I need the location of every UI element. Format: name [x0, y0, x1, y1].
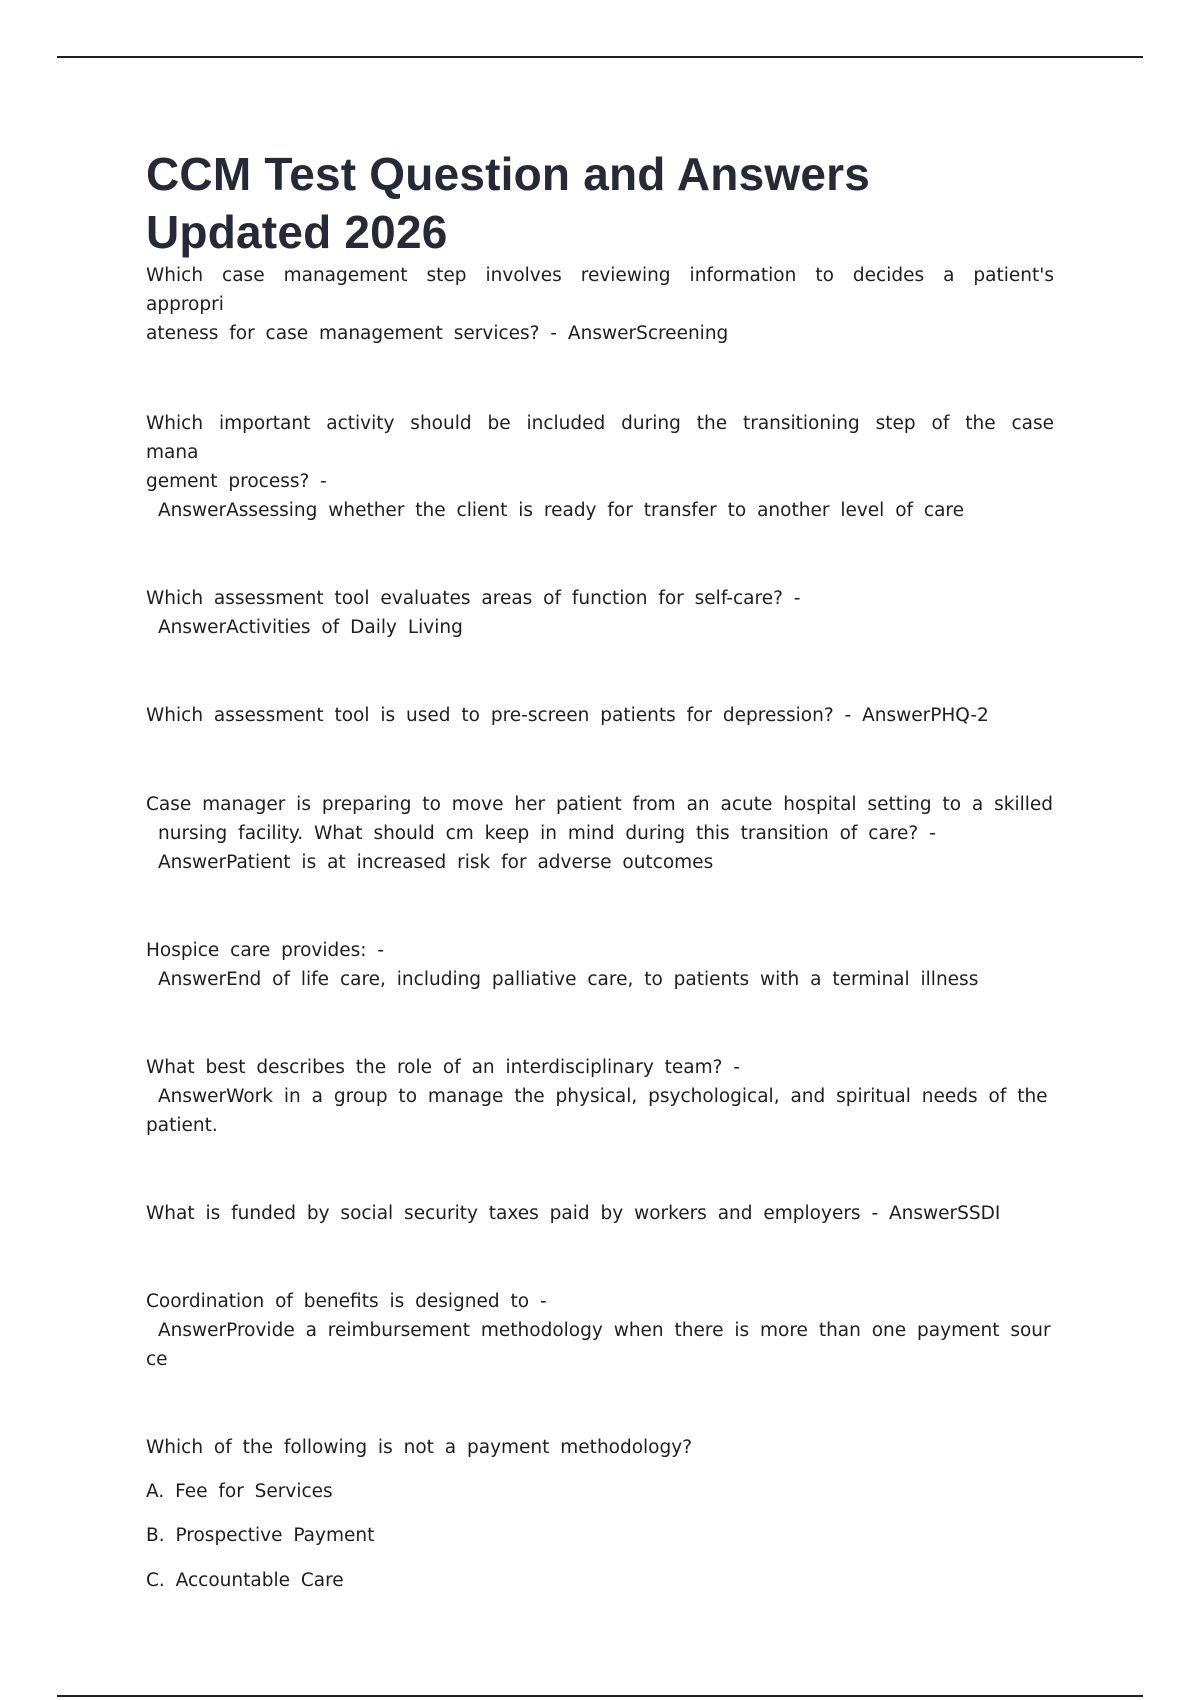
qa-item-10 [146, 1433, 1054, 1595]
qa-item-1 [146, 261, 1054, 348]
qa-item-5 [146, 790, 1054, 877]
answer-text: AnswerEnd of life care, including palliative care, to patients with a terminal illness [158, 969, 979, 990]
qa-item-3 [146, 584, 1054, 642]
answer-text: AnswerPatient is at increased risk for adverse outcomes [158, 852, 714, 873]
answer-text-cont: patient. [146, 1115, 218, 1136]
question-text-cont: gement process? - [146, 471, 327, 492]
qa-item-6 [146, 936, 1054, 994]
question-text: Which important activity should be included during the transitioning step of the case mana [146, 413, 1054, 463]
question-text: Which case management step involves reviewing information to decides a patient's appropri [146, 265, 1054, 315]
question-text-cont: ateness for case management services? - AnswerScreening [146, 323, 729, 344]
qa-item-4 [146, 701, 1054, 730]
answer-text: AnswerWork in a group to manage the physical, psychological, and spiritual needs of the [158, 1086, 1048, 1107]
answer-text-cont: ce [146, 1349, 168, 1370]
option-c: C. Accountable Care [146, 1570, 344, 1591]
qa-item-7 [146, 1053, 1054, 1140]
option-a: A. Fee for Services [146, 1481, 333, 1502]
question-text: Coordination of benefits is designed to - [146, 1291, 547, 1312]
question-text: What best describes the role of an interdisciplinary team? - [146, 1057, 741, 1078]
answer-text: AnswerActivities of Daily Living [158, 617, 463, 638]
document-title [146, 145, 1054, 261]
document-body [146, 145, 1054, 1595]
bottom-rule [57, 1695, 1143, 1697]
question-text: Case manager is preparing to move her patient from an acute hospital setting to a skilled [146, 794, 1054, 815]
question-text: What is funded by social security taxes paid by workers and employers - AnswerSSDI [146, 1203, 1001, 1224]
title-line-2: Updated 2026 [146, 206, 448, 258]
qa-item-2 [146, 409, 1054, 525]
qa-item-8 [146, 1199, 1054, 1228]
answer-text: AnswerProvide a reimbursement methodology when there is more than one payment sour [158, 1320, 1051, 1341]
option-b: B. Prospective Payment [146, 1525, 375, 1546]
answer-text: AnswerAssessing whether the client is ready for transfer to another level of care [158, 500, 964, 521]
question-text: Which assessment tool is used to pre-screen patients for depression? - AnswerPHQ-2 [146, 705, 989, 726]
question-text: Which assessment tool evaluates areas of function for self-care? - [146, 588, 801, 609]
title-line-1: CCM Test Question and Answers [146, 148, 871, 200]
question-text: Which of the following is not a payment methodology? [146, 1437, 693, 1458]
top-rule [57, 56, 1143, 58]
question-text: Hospice care provides: - [146, 940, 385, 961]
question-text-cont: nursing facility. What should cm keep in mind during this transition of care? - [158, 823, 936, 844]
qa-item-9 [146, 1287, 1054, 1374]
